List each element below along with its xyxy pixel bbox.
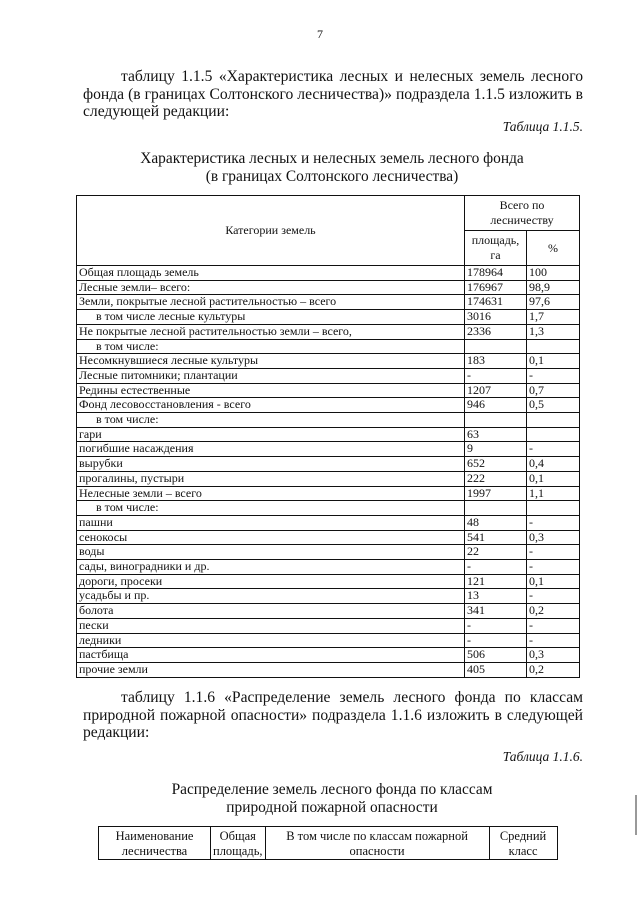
- row-category-cell: болота: [77, 604, 465, 619]
- row-area-cell: 2336: [465, 324, 527, 339]
- row-area-cell: [465, 501, 527, 516]
- table-row: [77, 515, 580, 530]
- row-category-cell: ледники: [77, 633, 465, 648]
- row-area-cell: -: [465, 368, 527, 383]
- row-area-cell: 1997: [465, 486, 527, 501]
- intro-2-line-3: редакции:: [83, 724, 150, 741]
- row-category-cell: Нелесные земли – всего: [77, 486, 465, 501]
- row-percent-cell: -: [527, 633, 580, 648]
- row-percent-cell: 0,1: [527, 471, 580, 486]
- row-percent-cell: 1,1: [527, 486, 580, 501]
- row-percent-cell: -: [527, 545, 580, 560]
- row-percent-cell: 100: [527, 266, 580, 281]
- table-row: [77, 471, 580, 486]
- row-area-cell: 48: [465, 515, 527, 530]
- row-percent-cell: 0,7: [527, 383, 580, 398]
- table-row: [77, 442, 580, 457]
- row-category-cell: сенокосы: [77, 530, 465, 545]
- row-category-cell: сады, виноградники и др.: [77, 560, 465, 575]
- intro-1-line-1: таблицу 1.1.5 «Характеристика лесных и нелесных земель лесного: [121, 68, 583, 85]
- table-row: [77, 574, 580, 589]
- row-area-cell: 541: [465, 530, 527, 545]
- row-category-cell: прогалины, пустыри: [77, 471, 465, 486]
- row-area-cell: 63: [465, 427, 527, 442]
- intro-1-line-3: следующей редакции:: [83, 103, 230, 120]
- table-row: [77, 324, 580, 339]
- row-area-cell: 222: [465, 471, 527, 486]
- row-category-cell: Фонд лесовосстановления - всего: [77, 398, 465, 413]
- table-row: [77, 339, 580, 354]
- table-row: [77, 618, 580, 633]
- row-percent-cell: 0,1: [527, 354, 580, 369]
- row-percent-cell: 0,2: [527, 604, 580, 619]
- row-percent-cell: 0,3: [527, 530, 580, 545]
- table-1-title-line-2: (в границах Солтонского лесничества): [205, 168, 459, 185]
- row-percent-cell: 0,3: [527, 648, 580, 663]
- table-2-title-line-1: Распределение земель лесного фонда по классам: [171, 781, 493, 798]
- row-category-cell: пастбища: [77, 648, 465, 663]
- table-row: [77, 280, 580, 295]
- row-area-cell: 9: [465, 442, 527, 457]
- intro-1-line-2: фонда (в границах Солтонского лесничества)» подраздела 1.1.5 изложить в: [83, 85, 583, 103]
- row-category-cell: Лесные питомники; плантации: [77, 368, 465, 383]
- header-percent: %: [527, 231, 580, 266]
- row-category-cell: гари: [77, 427, 465, 442]
- table-row: [77, 662, 580, 677]
- table-header-row: [77, 196, 580, 231]
- row-area-cell: 178964: [465, 266, 527, 281]
- row-area-cell: -: [465, 560, 527, 575]
- table-row: [77, 310, 580, 325]
- row-percent-cell: -: [527, 368, 580, 383]
- table-1-label: Таблица 1.1.5.: [502, 119, 583, 134]
- row-percent-cell: 1,3: [527, 324, 580, 339]
- header-fire-classes: В том числе по классам пожарной опасности: [265, 827, 489, 860]
- intro-paragraph-1: [83, 68, 583, 121]
- row-percent-cell: [527, 339, 580, 354]
- table-row: [77, 295, 580, 310]
- row-area-cell: 652: [465, 457, 527, 472]
- row-percent-cell: -: [527, 442, 580, 457]
- header-forestry-name: Наименование лесничества: [99, 827, 211, 860]
- table-row: [77, 648, 580, 663]
- table-row: [77, 545, 580, 560]
- table-2-title-line-2: природной пожарной опасности: [226, 799, 438, 816]
- row-category-cell: Лесные земли– всего:: [77, 280, 465, 295]
- row-category-cell: пашни: [77, 515, 465, 530]
- row-category-cell: Земли, покрытые лесной растительностью – всего: [77, 295, 465, 310]
- header-total-area: Общая площадь,: [211, 827, 266, 860]
- row-area-cell: 1207: [465, 383, 527, 398]
- row-category-cell: вырубки: [77, 457, 465, 472]
- row-category-cell: дороги, просеки: [77, 574, 465, 589]
- row-area-cell: 174631: [465, 295, 527, 310]
- table-1-title-line-1: Характеристика лесных и нелесных земель лесного фонда: [140, 150, 524, 167]
- table-row: [77, 427, 580, 442]
- row-percent-cell: 0,5: [527, 398, 580, 413]
- row-category-cell: погибшие насаждения: [77, 442, 465, 457]
- row-area-cell: [465, 413, 527, 428]
- row-percent-cell: -: [527, 618, 580, 633]
- row-category-cell: Редины естественные: [77, 383, 465, 398]
- table-2-label: Таблица 1.1.6.: [502, 749, 583, 764]
- row-area-cell: 946: [465, 398, 527, 413]
- table-row: [77, 633, 580, 648]
- row-area-cell: [465, 339, 527, 354]
- row-category-cell: в том числе:: [77, 339, 465, 354]
- row-percent-cell: 1,7: [527, 310, 580, 325]
- header-area: площадь, га: [465, 231, 527, 266]
- header-category: Категории земель: [77, 196, 465, 266]
- row-percent-cell: -: [527, 589, 580, 604]
- table-row: [77, 398, 580, 413]
- row-percent-cell: 0,4: [527, 457, 580, 472]
- fire-danger-table: [98, 826, 558, 860]
- table-row: [77, 530, 580, 545]
- row-area-cell: -: [465, 618, 527, 633]
- intro-2-line-2: природной пожарной опасности» подраздела 1.1.6 изложить в следующей: [83, 706, 583, 724]
- row-percent-cell: 0,1: [527, 574, 580, 589]
- row-area-cell: -: [465, 633, 527, 648]
- row-category-cell: в том числе лесные культуры: [77, 310, 465, 325]
- row-percent-cell: [527, 501, 580, 516]
- table-row: [77, 486, 580, 501]
- table-row: [77, 354, 580, 369]
- row-area-cell: 22: [465, 545, 527, 560]
- row-category-cell: прочие земли: [77, 662, 465, 677]
- table-row: [77, 457, 580, 472]
- scan-margin-mark: [635, 795, 637, 835]
- row-area-cell: 121: [465, 574, 527, 589]
- table-row: [77, 560, 580, 575]
- row-category-cell: Не покрытые лесной растительностью земли – всего,: [77, 324, 465, 339]
- row-percent-cell: 0,2: [527, 662, 580, 677]
- table-row: [77, 413, 580, 428]
- table-2-title: [0, 781, 640, 817]
- table-row: [77, 383, 580, 398]
- row-area-cell: 341: [465, 604, 527, 619]
- header-total: Всего по лесничеству: [465, 196, 580, 231]
- row-category-cell: в том числе:: [77, 413, 465, 428]
- row-percent-cell: -: [527, 515, 580, 530]
- table-row: [77, 501, 580, 516]
- row-category-cell: пески: [77, 618, 465, 633]
- row-category-cell: усадьбы и пр.: [77, 589, 465, 604]
- row-area-cell: 176967: [465, 280, 527, 295]
- table-1-title: [0, 150, 640, 186]
- row-category-cell: Общая площадь земель: [77, 266, 465, 281]
- row-percent-cell: -: [527, 560, 580, 575]
- intro-2-line-1: таблицу 1.1.6 «Распределение земель лесного фонда по классам: [121, 689, 583, 706]
- row-category-cell: воды: [77, 545, 465, 560]
- fire-table-header-row: [99, 827, 558, 860]
- row-area-cell: 506: [465, 648, 527, 663]
- row-percent-cell: 97,6: [527, 295, 580, 310]
- table-row: [77, 266, 580, 281]
- table-row: [77, 604, 580, 619]
- row-area-cell: 3016: [465, 310, 527, 325]
- row-area-cell: 405: [465, 662, 527, 677]
- row-percent-cell: [527, 427, 580, 442]
- row-area-cell: 183: [465, 354, 527, 369]
- table-row: [77, 368, 580, 383]
- row-percent-cell: [527, 413, 580, 428]
- intro-paragraph-2: [83, 689, 583, 742]
- row-percent-cell: 98,9: [527, 280, 580, 295]
- row-category-cell: в том числе:: [77, 501, 465, 516]
- header-average-class: Средний класс: [489, 827, 557, 860]
- page-number: 7: [317, 27, 323, 41]
- row-category-cell: Несомкнувшиеся лесные культуры: [77, 354, 465, 369]
- row-area-cell: 13: [465, 589, 527, 604]
- table-row: [77, 589, 580, 604]
- land-categories-table: [76, 195, 580, 678]
